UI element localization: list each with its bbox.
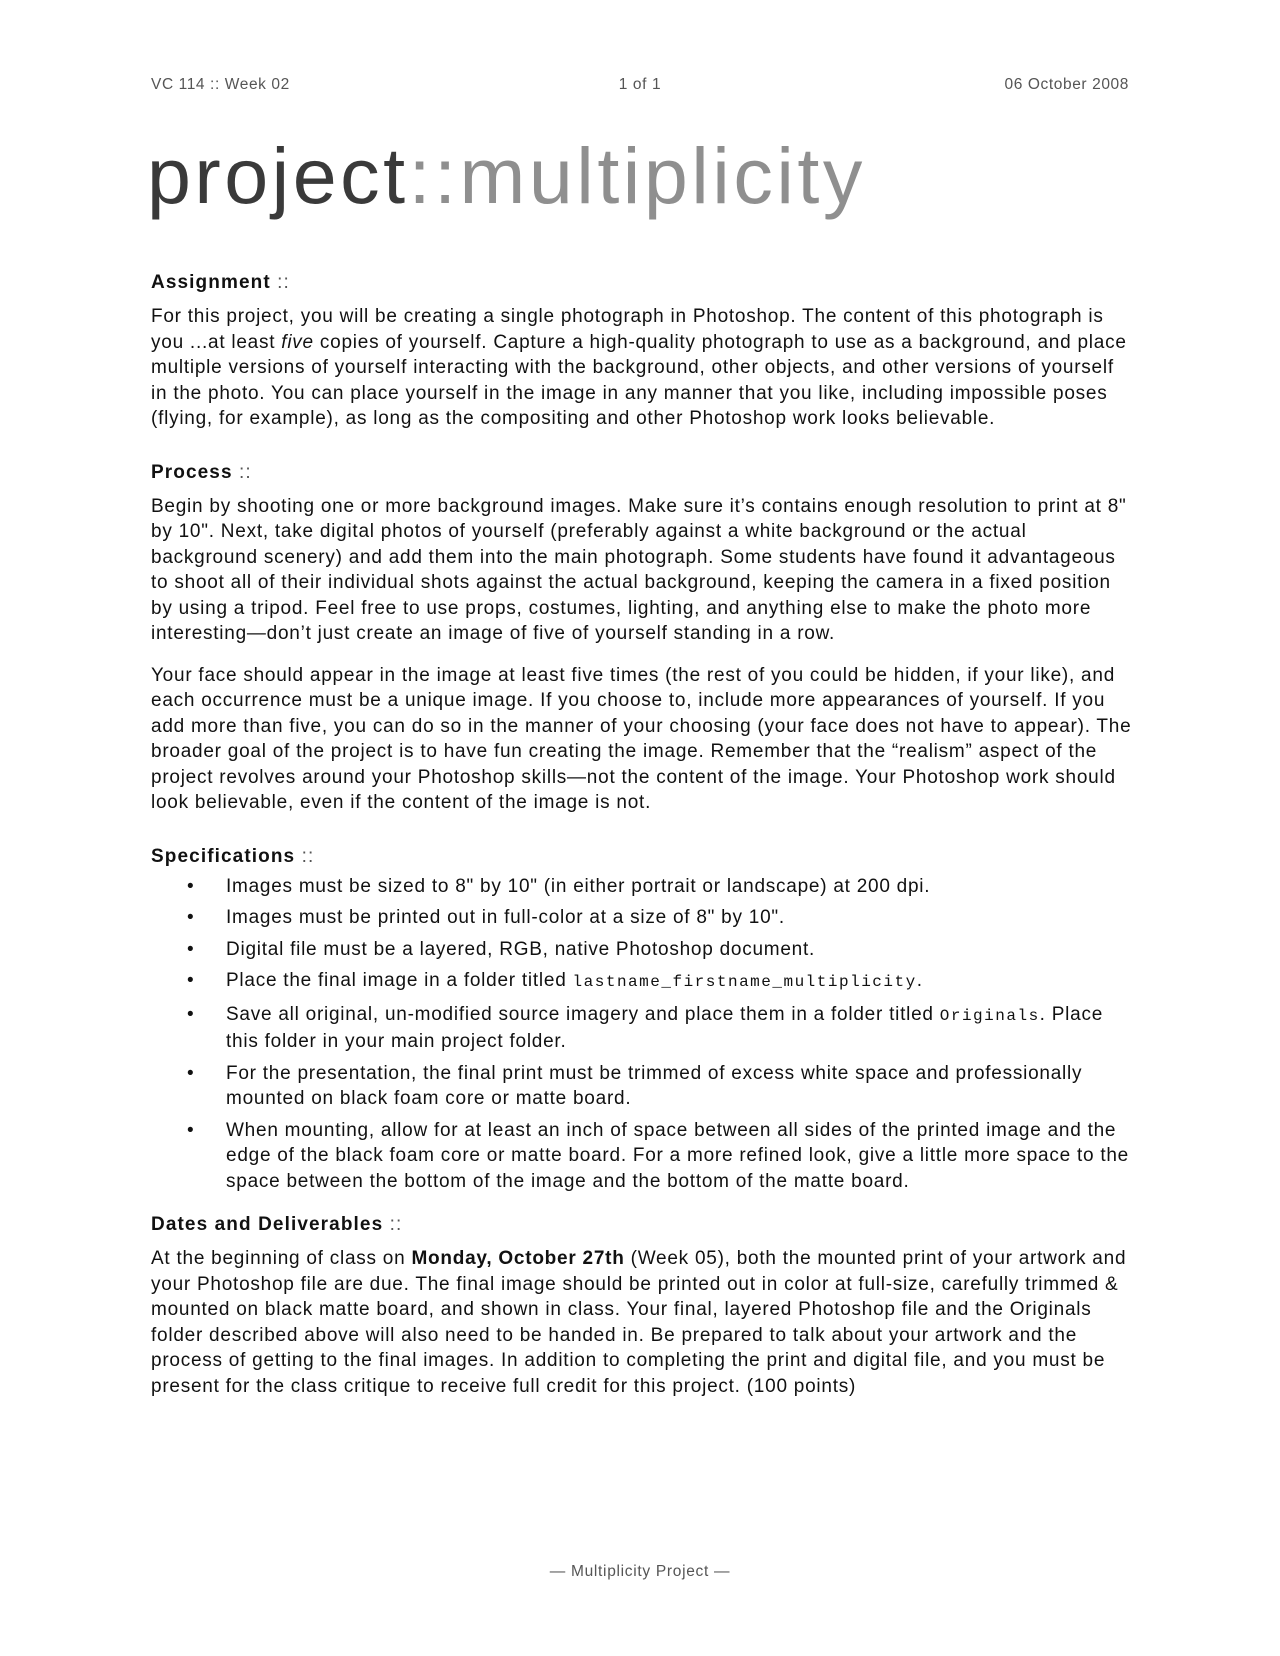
page-number: 1 of 1	[618, 76, 662, 93]
list-item	[151, 905, 1136, 931]
section-heading	[151, 270, 1136, 296]
document-date: 06 October 2008	[1004, 76, 1129, 93]
assignment-section	[151, 270, 1136, 432]
text-run: (Week 05), both the mounted print of your artwork and your Photoshop file are due. The final image should be printed out in color at full-size, carefully trimmed & mounted on black matte board, and shown in class. Your final, layered Photoshop file and the Originals folder described above will also need to be handed in. Be prepared to talk about your artwork and the process of getting to the final images. In addition to completing the print and digital file, and you must be present for the class critique to receive full credit for this project. (100 points)	[151, 1248, 1127, 1397]
text-run: At the beginning of class on	[151, 1248, 412, 1269]
item-text: Place the final image in a folder titled	[226, 970, 573, 991]
heading-separator: ::	[232, 461, 252, 483]
due-date: Monday, October 27th	[411, 1248, 625, 1269]
bullet-icon: •	[187, 938, 195, 960]
item-text: Images must be sized to 8" by 10" (in either portrait or landscape) at 200 dpi.	[226, 875, 931, 897]
item-text: Save all original, un-modified source imagery and place them in a folder titled	[226, 1003, 940, 1025]
specifications-list	[151, 874, 1136, 1195]
assignment-paragraph	[151, 304, 1136, 432]
bullet-icon: •	[187, 907, 195, 928]
list-item	[151, 1061, 1136, 1112]
heading-text: Specifications	[151, 845, 296, 867]
heading-separator: ::	[295, 845, 315, 867]
bullet-icon: •	[187, 1003, 195, 1025]
section-heading	[151, 844, 1136, 870]
item-text: Images must be printed out in full-color at a size of 8" by 10".	[226, 907, 785, 928]
title-part-project: project	[147, 131, 409, 220]
list-item	[151, 1118, 1136, 1195]
list-item	[151, 937, 1136, 963]
text-run: copies of yourself. Capture a high-quality photograph to use as a background, and place multiple versions of yourself interacting with the background, other objects, and other versions of yourself in the photo. You can place yourself in the image in any manner that you like, including impossible poses (flying, for example), as long as the compositing and other Photoshop work looks believable.	[151, 331, 1127, 429]
page-footer: — Multiplicity Project —	[549, 1563, 731, 1580]
heading-separator: ::	[270, 272, 290, 293]
folder-name-code: lastname_firstname_multiplicity	[572, 973, 917, 991]
dates-paragraph	[151, 1246, 1136, 1399]
item-text: . Place this folder in your main project folder.	[226, 1003, 1104, 1052]
folder-name-code: Originals	[939, 1006, 1040, 1025]
text-run: For this project, you will be creating a single photograph in Photoshop. The content of this photograph is you ...at least	[151, 306, 1104, 353]
heading-separator: ::	[383, 1214, 403, 1235]
bullet-icon: •	[187, 875, 195, 897]
specifications-section	[151, 844, 1136, 1195]
list-item	[151, 874, 1136, 900]
item-text: For the presentation, the final print must be trimmed of excess white space and professionally mounted on black foam core or matte board.	[226, 1062, 1083, 1109]
course-week-label: VC 114 :: Week 02	[151, 76, 290, 93]
title-part-multiplicity: ::multiplicity	[408, 131, 866, 220]
bullet-icon: •	[187, 1062, 195, 1084]
page-title	[147, 131, 866, 220]
list-item	[151, 968, 1136, 996]
process-paragraph-1: Begin by shooting one or more background images. Make sure it’s contains enough resolution to print at 8" by 10". Next, take digital photos of yourself (preferably against a white background or the actual background scenery) and add them into the main photograph. Some students have found it advantageous to shoot all of their individual shots against the actual background, keeping the camera in a fixed position by using a tripod. Feel free to use props, costumes, lighting, and anything else to make the photo more interesting—don’t just create an image of five of yourself standing in a row.	[151, 495, 1127, 644]
bullet-icon: •	[187, 1119, 195, 1141]
heading-text: Process	[151, 461, 233, 483]
heading-text: Dates and Deliverables	[151, 1214, 384, 1235]
bullet-icon: •	[187, 970, 195, 991]
process-section	[151, 460, 1136, 816]
document-body	[151, 270, 1136, 1415]
emphasis-text: five	[281, 331, 314, 353]
item-text: When mounting, allow for at least an inch of space between all sides of the printed image and the edge of the black foam core or matte board. For a more refined look, give a little more space to the space between the bottom of the image and the bottom of the matte board.	[226, 1119, 1129, 1192]
heading-text: Assignment	[151, 272, 271, 293]
item-text: .	[916, 970, 923, 991]
page-header	[151, 76, 1129, 96]
section-heading	[151, 1212, 1136, 1238]
list-item	[151, 1002, 1136, 1055]
item-text: Digital file must be a layered, RGB, native Photoshop document.	[226, 938, 816, 960]
process-paragraph-2: Your face should appear in the image at least five times (the rest of you could be hidden, if your like), and each occurrence must be a unique image. If you choose to, include more appearances of yourself. If you add more than five, you can do so in the manner of your choosing (your face does not have to appear). The broader goal of the project is to have fun creating the image. Remember that the “realism” aspect of the project revolves around your Photoshop skills—not the content of the image. Your Photoshop work should look believable, even if the content of the image is not.	[151, 664, 1132, 813]
section-heading	[151, 460, 1136, 486]
dates-deliverables-section	[151, 1212, 1136, 1399]
